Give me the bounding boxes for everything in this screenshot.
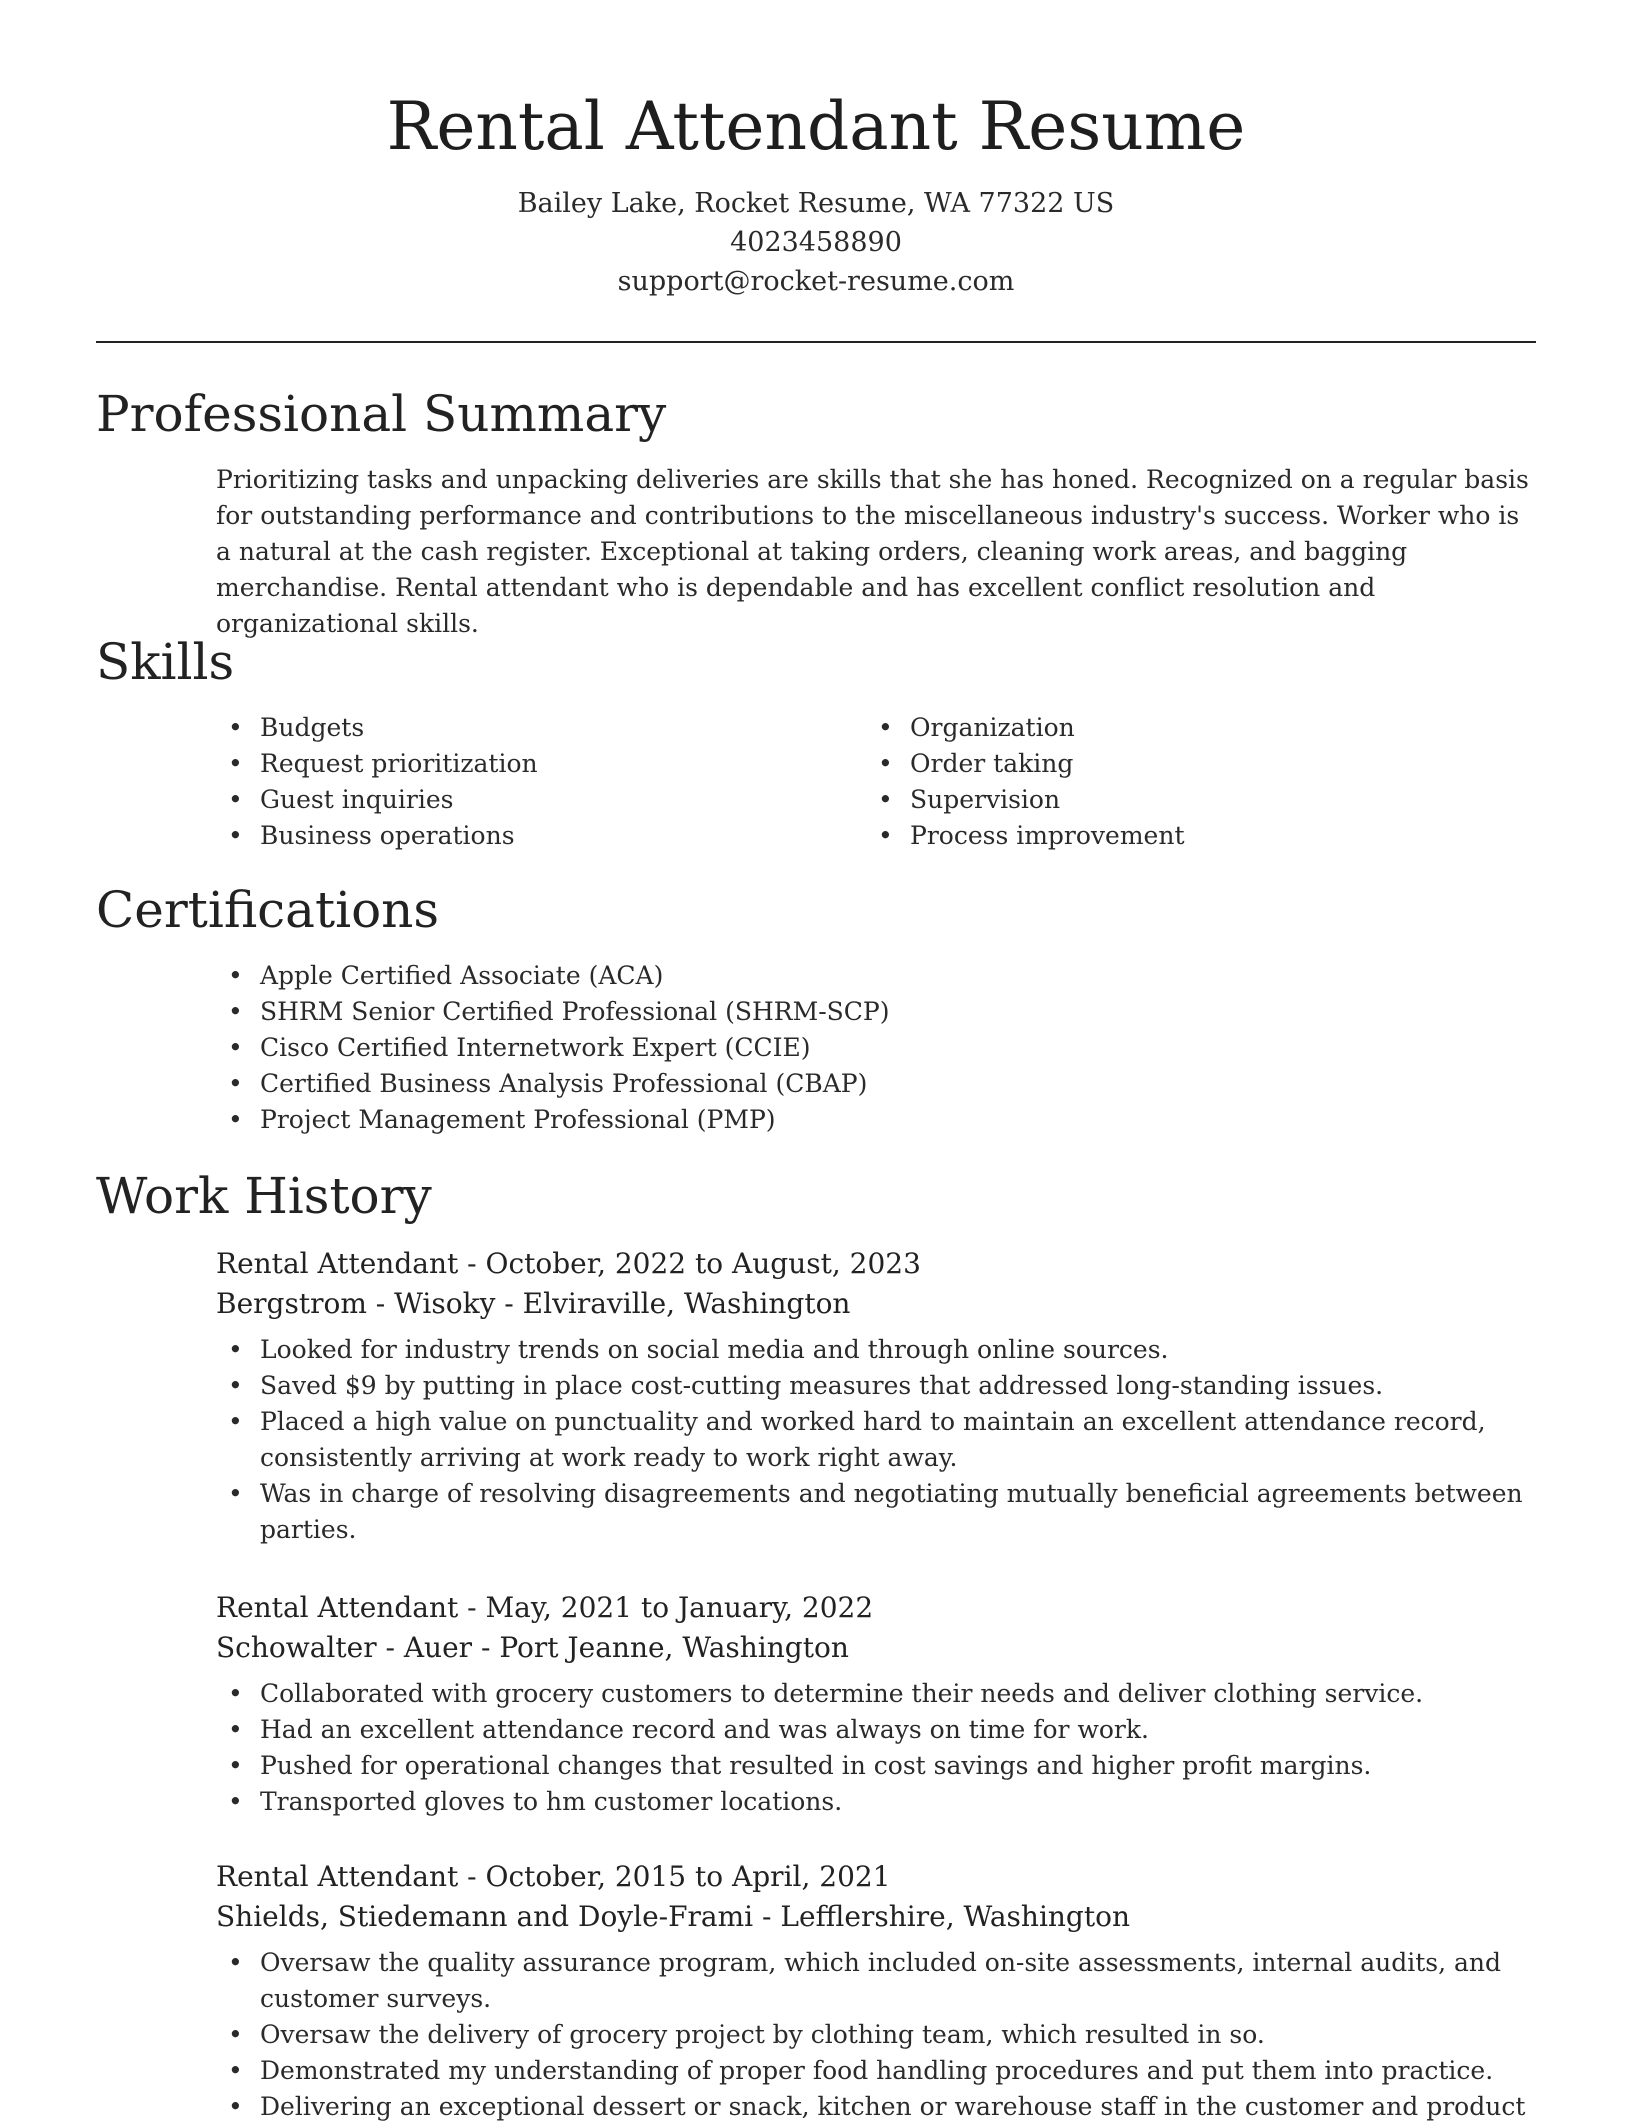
list-item: • Oversaw the delivery of grocery project by clothing team, which resulted in so. bbox=[216, 2017, 1536, 2053]
job-entry bbox=[216, 1588, 1536, 1820]
work-history-heading: Work History bbox=[96, 1167, 432, 1225]
list-item: • Order taking bbox=[866, 746, 1526, 782]
list-item: • Was in charge of resolving disagreements and negotiating mutually beneficial agreements between parties. bbox=[216, 1476, 1536, 1548]
job-title: Rental Attendant bbox=[216, 1591, 459, 1624]
skills-right-column bbox=[866, 710, 1526, 854]
list-item: • Organization bbox=[866, 710, 1526, 746]
list-item: • Budgets bbox=[216, 710, 856, 746]
list-item: • Project Management Professional (PMP) bbox=[216, 1102, 1536, 1138]
job-entry bbox=[216, 1857, 1536, 2125]
job-separator: - bbox=[467, 1860, 486, 1893]
list-item: • Oversaw the quality assurance program, which included on-site assessments, internal audits, and customer surveys. bbox=[216, 1945, 1536, 2017]
list-item: • Request prioritization bbox=[216, 746, 856, 782]
job-company: Schowalter - Auer bbox=[216, 1631, 473, 1664]
job-company: Shields, Stiedemann and Doyle-Frami bbox=[216, 1900, 754, 1933]
contact-phone: 4023458890 bbox=[730, 227, 902, 258]
contact-address: Bailey Lake, Rocket Resume, WA 77322 US bbox=[517, 188, 1115, 219]
job-bullets bbox=[216, 1945, 1536, 2125]
contact-email: support@rocket-resume.com bbox=[617, 266, 1015, 297]
job-company-line bbox=[216, 1284, 1536, 1324]
resume-title: Rental Attendant Resume bbox=[386, 88, 1246, 165]
list-item: • Cisco Certified Internetwork Expert (CCIE) bbox=[216, 1030, 1536, 1066]
job-company-line bbox=[216, 1897, 1536, 1937]
job-location: Elviraville, Washington bbox=[522, 1287, 851, 1320]
list-item: • Certified Business Analysis Professional (CBAP) bbox=[216, 1066, 1536, 1102]
list-item: • Pushed for operational changes that resulted in cost savings and higher profit margins. bbox=[216, 1748, 1536, 1784]
summary-heading: Professional Summary bbox=[96, 385, 667, 443]
job-separator: - bbox=[504, 1287, 523, 1320]
list-item: • Business operations bbox=[216, 818, 856, 854]
list-item: • Guest inquiries bbox=[216, 782, 856, 818]
summary-text: Prioritizing tasks and unpacking deliveries are skills that she has honed. Recognized on a regular basis for outstanding performance and contributions to the miscellaneous industry's success. Worker who is a natural at the cash register. Exceptional at taking orders, cleaning work areas, and bagging merchandise. Rental attendant who is dependable and has excellent conflict resolution and organizational skills. bbox=[216, 465, 1529, 638]
job-separator: - bbox=[480, 1631, 500, 1664]
job-separator: - bbox=[467, 1247, 486, 1280]
list-item: • Looked for industry trends on social media and through online sources. bbox=[216, 1332, 1536, 1368]
job-title-line bbox=[216, 1857, 1536, 1897]
job-location: Lefflershire, Washington bbox=[780, 1900, 1130, 1933]
resume-header bbox=[0, 78, 1632, 301]
list-item: • Process improvement bbox=[866, 818, 1526, 854]
job-dates: October, 2022 to August, 2023 bbox=[485, 1247, 921, 1280]
list-item: • Placed a high value on punctuality and worked hard to maintain an excellent attendance record, consistently arriving at work ready to work right away. bbox=[216, 1404, 1536, 1476]
certifications-list bbox=[216, 958, 1536, 1138]
list-item: • SHRM Senior Certified Professional (SHRM-SCP) bbox=[216, 994, 1536, 1030]
job-title-line bbox=[216, 1244, 1536, 1284]
job-title: Rental Attendant bbox=[216, 1860, 459, 1893]
skills-left-column bbox=[216, 710, 856, 854]
job-company-line bbox=[216, 1628, 1536, 1668]
job-location: Port Jeanne, Washington bbox=[499, 1631, 849, 1664]
job-bullets bbox=[216, 1332, 1536, 1548]
job-dates: May, 2021 to January, 2022 bbox=[485, 1591, 874, 1624]
list-item: • Demonstrated my understanding of proper food handling procedures and put them into practice. bbox=[216, 2053, 1536, 2089]
header-divider bbox=[96, 341, 1536, 343]
list-item: • Transported gloves to hm customer locations. bbox=[216, 1784, 1536, 1820]
job-title-line bbox=[216, 1588, 1536, 1628]
list-item: • Delivering an exceptional dessert or snack, kitchen or warehouse staff in the customer and product bbox=[216, 2089, 1536, 2125]
skills-heading: Skills bbox=[96, 633, 235, 691]
list-item: • Apple Certified Associate (ACA) bbox=[216, 958, 1536, 994]
list-item: • Collaborated with grocery customers to determine their needs and deliver clothing service. bbox=[216, 1676, 1536, 1712]
job-title: Rental Attendant bbox=[216, 1247, 459, 1280]
list-item: • Had an excellent attendance record and was always on time for work. bbox=[216, 1712, 1536, 1748]
job-bullets bbox=[216, 1676, 1536, 1820]
job-entry bbox=[216, 1244, 1536, 1548]
job-separator: - bbox=[762, 1900, 781, 1933]
certifications-heading: Certifications bbox=[96, 881, 440, 939]
job-dates: October, 2015 to April, 2021 bbox=[485, 1860, 891, 1893]
job-separator: - bbox=[467, 1591, 486, 1624]
list-item: • Supervision bbox=[866, 782, 1526, 818]
list-item: • Saved $9 by putting in place cost-cutting measures that addressed long-standing issues. bbox=[216, 1368, 1536, 1404]
job-company: Bergstrom - Wisoky bbox=[216, 1287, 496, 1320]
